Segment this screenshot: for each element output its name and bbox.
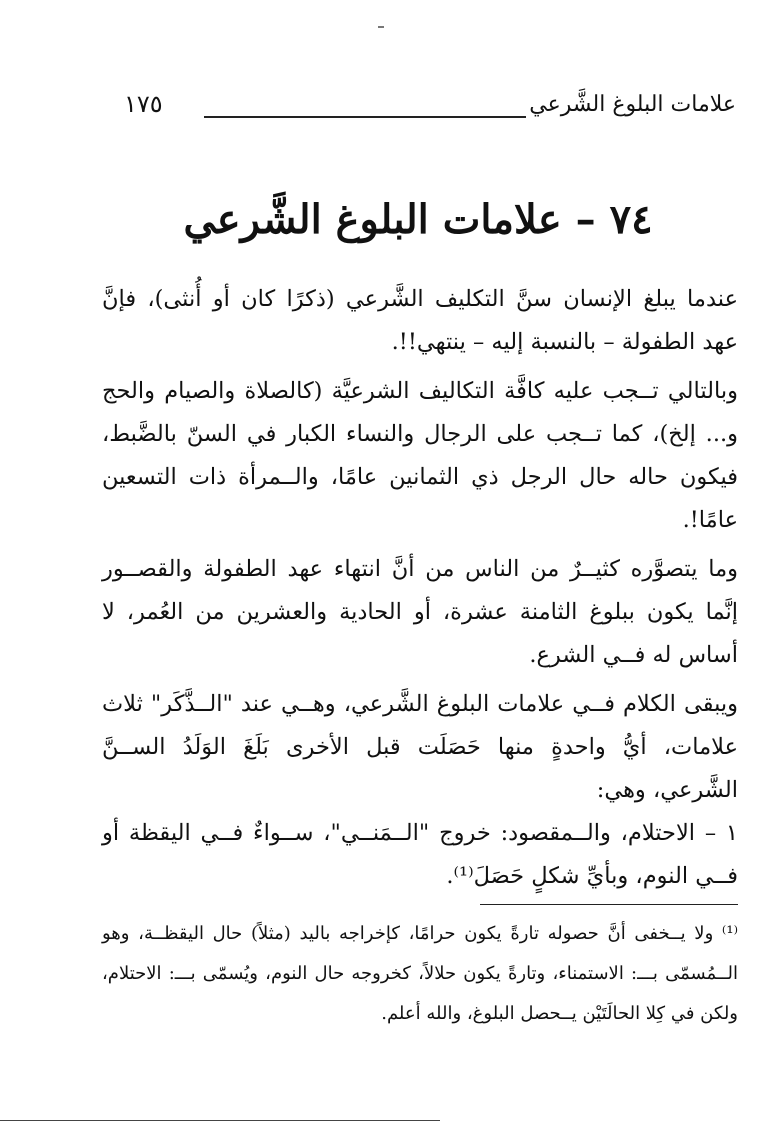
header-rule: [204, 116, 526, 118]
running-header: [100, 90, 736, 130]
chapter-title: ٧٤ – علامات البلوغ الشَّرعي: [183, 196, 653, 243]
bottom-edge-line: [0, 1120, 440, 1121]
scan-mark: [378, 26, 384, 28]
footnote-separator: [480, 904, 738, 905]
page-number: ١٧٥: [124, 90, 163, 118]
paragraph: ويبقى الكلام فــي علامات البلوغ الشَّرعي، وهــي عند "الــذَّكَر" ثلاث علامات، أيُّ واحدةٍ منها حَصَلَت قبل الأخرى بَلَغَ الوَلَدُ الســنَّ الشَّرعي، وهي:: [102, 691, 738, 803]
footnotes: [102, 914, 738, 1034]
paragraph: وبالتالي تــجب عليه كافَّة التكاليف الشرعيَّة (كالصلاة والصيام والحج و... إلخ)، كما تــجب على الرجال والنساء الكبار في السنّ بالضَّبط، فيكون حاله حال الرجل ذي الثمانين عامًا، والــمرأة ذات التسعين عامًا!.: [102, 378, 738, 533]
list-item: ١ – الاحتلام، والــمقصود: خروج "الــمَنــي"، ســواءٌ فــي اليقظة أو فــي النوم، وبأيِّ شكلٍ حَصَلَ⁽¹⁾.: [102, 820, 738, 889]
running-title: علامات البلوغ الشَّرعي: [529, 92, 736, 117]
footnote: ⁽¹⁾ ولا يــخفى أنَّ حصوله تارةً يكون حرامًا، كإخراجه باليد (مثلاً) حال اليقظــة، وهو الــمُسمّى بـــ: الاستمناء، وتارةً يكون حلالاً، كخروجه حال النوم، ويُسمّى بـــ: الاحتلام، ولكن في كِلا الحالَتَيْن يــحصل البلوغ، والله أعلم.: [102, 923, 738, 1024]
body-text: [102, 278, 738, 898]
paragraph: وما يتصوَّره كثيــرٌ من الناس من أنَّ انتهاء عهد الطفولة والقصــور إنَّما يكون ببلوغ الثامنة عشرة، أو الحادية والعشرين من العُمر، لا أساس له فــي الشرع.: [102, 556, 738, 668]
paragraph: عندما يبلغ الإنسان سنَّ التكليف الشَّرعي (ذكرًا كان أو أُنثى)، فإنَّ عهد الطفولة – بالنسبة إليه – ينتهي!!.: [102, 286, 738, 355]
